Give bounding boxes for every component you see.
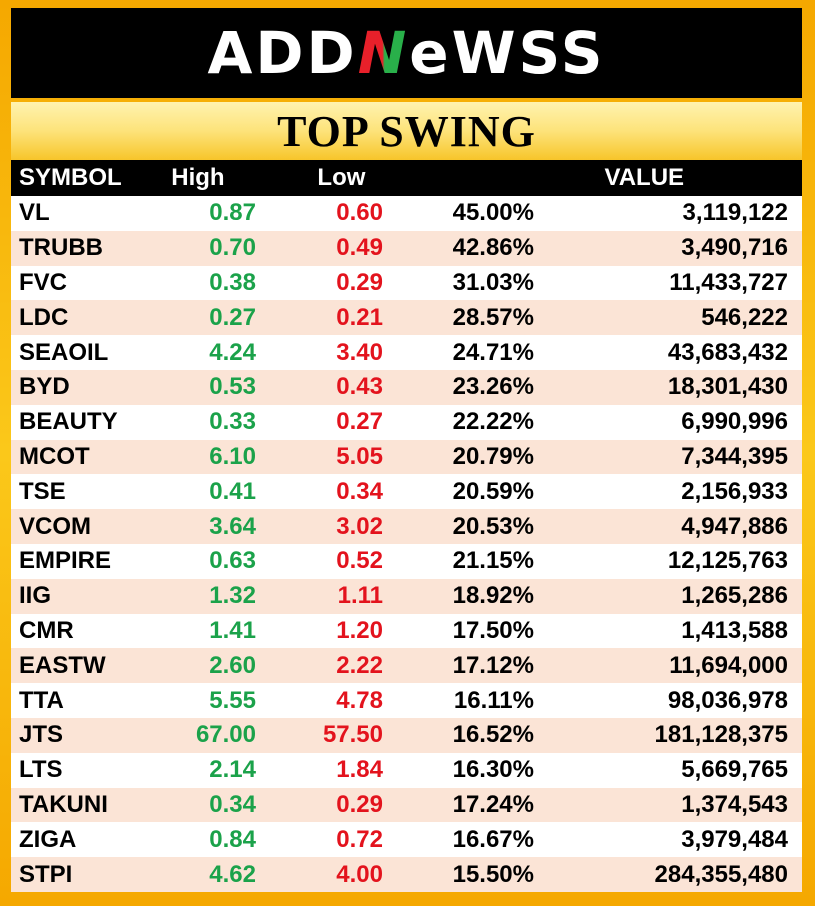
cell-low: 0.72 <box>336 825 383 853</box>
cell-pct: 20.59% <box>452 477 534 505</box>
cell-value: 43,683,432 <box>667 338 788 366</box>
cell-pct: 20.79% <box>452 442 534 470</box>
table-row <box>11 266 802 301</box>
cell-value: 12,125,763 <box>667 547 788 575</box>
cell-pct: 24.71% <box>452 338 534 366</box>
logo-text-n: N <box>357 19 410 87</box>
cell-symbol: EASTW <box>19 651 106 679</box>
cell-high: 4.24 <box>209 338 256 366</box>
cell-high: 0.33 <box>209 408 256 436</box>
table-row <box>11 544 802 579</box>
cell-pct: 42.86% <box>452 234 534 262</box>
cell-value: 18,301,430 <box>667 373 788 401</box>
cell-high: 5.55 <box>209 686 256 714</box>
cell-pct: 16.30% <box>452 756 534 784</box>
cell-low: 0.34 <box>336 477 383 505</box>
cell-value: 284,355,480 <box>654 860 788 888</box>
cell-symbol: BYD <box>19 373 70 401</box>
header-symbol: SYMBOL <box>19 164 122 191</box>
table-row <box>11 579 802 614</box>
cell-pct: 16.67% <box>452 825 534 853</box>
table-header <box>11 160 802 196</box>
cell-pct: 16.11% <box>453 686 534 714</box>
cell-symbol: TSE <box>19 477 66 505</box>
cell-value: 7,344,395 <box>681 442 788 470</box>
cell-symbol: LDC <box>19 303 69 331</box>
cell-high: 0.70 <box>209 234 256 262</box>
cell-high: 3.64 <box>209 512 256 540</box>
cell-high: 0.27 <box>209 303 256 331</box>
cell-pct: 45.00% <box>452 199 534 227</box>
cell-high: 0.63 <box>209 547 256 575</box>
cell-symbol: MCOT <box>19 442 90 470</box>
cell-low: 57.50 <box>322 721 383 749</box>
cell-value: 11,694,000 <box>669 651 788 679</box>
cell-low: 4.00 <box>336 860 383 888</box>
cell-high: 2.14 <box>209 756 256 784</box>
cell-low: 3.02 <box>336 512 383 540</box>
cell-low: 0.49 <box>336 234 383 262</box>
table-row <box>11 231 802 266</box>
table-row <box>11 405 802 440</box>
cell-pct: 17.12% <box>452 651 534 679</box>
cell-symbol: VL <box>19 199 50 227</box>
cell-high: 0.53 <box>209 373 256 401</box>
cell-low: 0.52 <box>336 547 383 575</box>
cell-pct: 28.57% <box>452 303 534 331</box>
cell-value: 3,119,122 <box>682 199 788 227</box>
cell-high: 6.10 <box>209 442 256 470</box>
cell-value: 546,222 <box>701 303 788 331</box>
table-row <box>11 509 802 544</box>
cell-pct: 20.53% <box>452 512 534 540</box>
table-row <box>11 822 802 857</box>
table-row <box>11 474 802 509</box>
cell-symbol: FVC <box>19 268 67 296</box>
page-title: TOP SWING <box>277 106 536 156</box>
cell-pct: 23.26% <box>452 373 534 401</box>
cell-low: 0.29 <box>336 790 383 818</box>
cell-low: 4.78 <box>336 686 383 714</box>
cell-pct: 16.52% <box>452 721 534 749</box>
cell-value: 1,265,286 <box>681 582 788 610</box>
cell-high: 0.41 <box>209 477 256 505</box>
cell-high: 4.62 <box>209 860 256 888</box>
cell-pct: 31.03% <box>452 268 534 296</box>
cell-value: 181,128,375 <box>654 721 788 749</box>
cell-symbol: JTS <box>19 721 64 749</box>
cell-high: 0.34 <box>209 790 256 818</box>
cell-pct: 15.50% <box>452 860 534 888</box>
brand-header <box>11 8 802 98</box>
cell-low: 0.43 <box>336 373 383 401</box>
cell-value: 1,374,543 <box>681 790 788 818</box>
swing-table <box>11 160 802 892</box>
cell-low: 1.20 <box>336 616 383 644</box>
cell-pct: 17.50% <box>452 616 534 644</box>
table-row <box>11 196 802 231</box>
cell-value: 6,990,996 <box>681 408 788 436</box>
table-row <box>11 648 802 683</box>
cell-symbol: EMPIRE <box>19 547 112 575</box>
cell-low: 0.29 <box>336 268 383 296</box>
logo-text-right: eWSS <box>409 19 606 87</box>
table-row <box>11 370 802 405</box>
cell-value: 3,490,716 <box>681 234 788 262</box>
cell-low: 1.11 <box>337 582 383 610</box>
cell-symbol: LTS <box>19 756 63 784</box>
cell-pct: 17.24% <box>452 790 534 818</box>
cell-symbol: SEAOIL <box>19 338 109 366</box>
table-row <box>11 753 802 788</box>
cell-symbol: VCOM <box>19 512 91 540</box>
cell-symbol: TAKUNI <box>19 790 108 818</box>
cell-symbol: TTA <box>19 686 64 714</box>
table-row <box>11 335 802 370</box>
cell-value: 4,947,886 <box>681 512 788 540</box>
title-band <box>11 102 802 160</box>
table-row <box>11 440 802 475</box>
cell-value: 5,669,765 <box>681 756 788 784</box>
cell-high: 0.87 <box>209 199 256 227</box>
table-row <box>11 718 802 753</box>
cell-symbol: TRUBB <box>19 234 103 262</box>
cell-high: 0.38 <box>209 268 256 296</box>
cell-low: 0.60 <box>336 199 383 227</box>
cell-pct: 22.22% <box>452 408 534 436</box>
cell-value: 11,433,727 <box>669 268 788 296</box>
header-low: Low <box>317 164 366 191</box>
cell-low: 5.05 <box>336 442 383 470</box>
cell-value: 3,979,484 <box>681 825 788 853</box>
cell-high: 2.60 <box>209 651 256 679</box>
cell-low: 2.22 <box>336 651 383 679</box>
cell-high: 1.41 <box>209 616 256 644</box>
cell-value: 98,036,978 <box>667 686 788 714</box>
cell-pct: 18.92% <box>452 582 534 610</box>
logo-text-left: ADD <box>207 19 358 87</box>
cell-value: 2,156,933 <box>681 477 788 505</box>
cell-symbol: CMR <box>19 616 74 644</box>
cell-high: 0.84 <box>209 825 256 853</box>
cell-symbol: IIG <box>19 582 52 610</box>
cell-low: 1.84 <box>336 756 383 784</box>
cell-low: 0.21 <box>336 303 383 331</box>
cell-symbol: STPI <box>19 860 73 888</box>
cell-value: 1,413,588 <box>681 616 788 644</box>
table-row <box>11 857 802 892</box>
cell-symbol: ZIGA <box>19 825 77 853</box>
cell-low: 3.40 <box>336 338 383 366</box>
cell-pct: 21.15% <box>452 547 534 575</box>
table-row <box>11 683 802 718</box>
brand-logo <box>207 19 606 87</box>
header-value: VALUE <box>604 164 685 191</box>
cell-low: 0.27 <box>336 408 383 436</box>
cell-high: 1.32 <box>209 582 256 610</box>
table-row <box>11 788 802 823</box>
table-body <box>11 196 802 892</box>
cell-high: 67.00 <box>195 721 256 749</box>
header-high: High <box>171 164 225 191</box>
table-row <box>11 300 802 335</box>
table-row <box>11 614 802 649</box>
cell-symbol: BEAUTY <box>19 408 118 436</box>
